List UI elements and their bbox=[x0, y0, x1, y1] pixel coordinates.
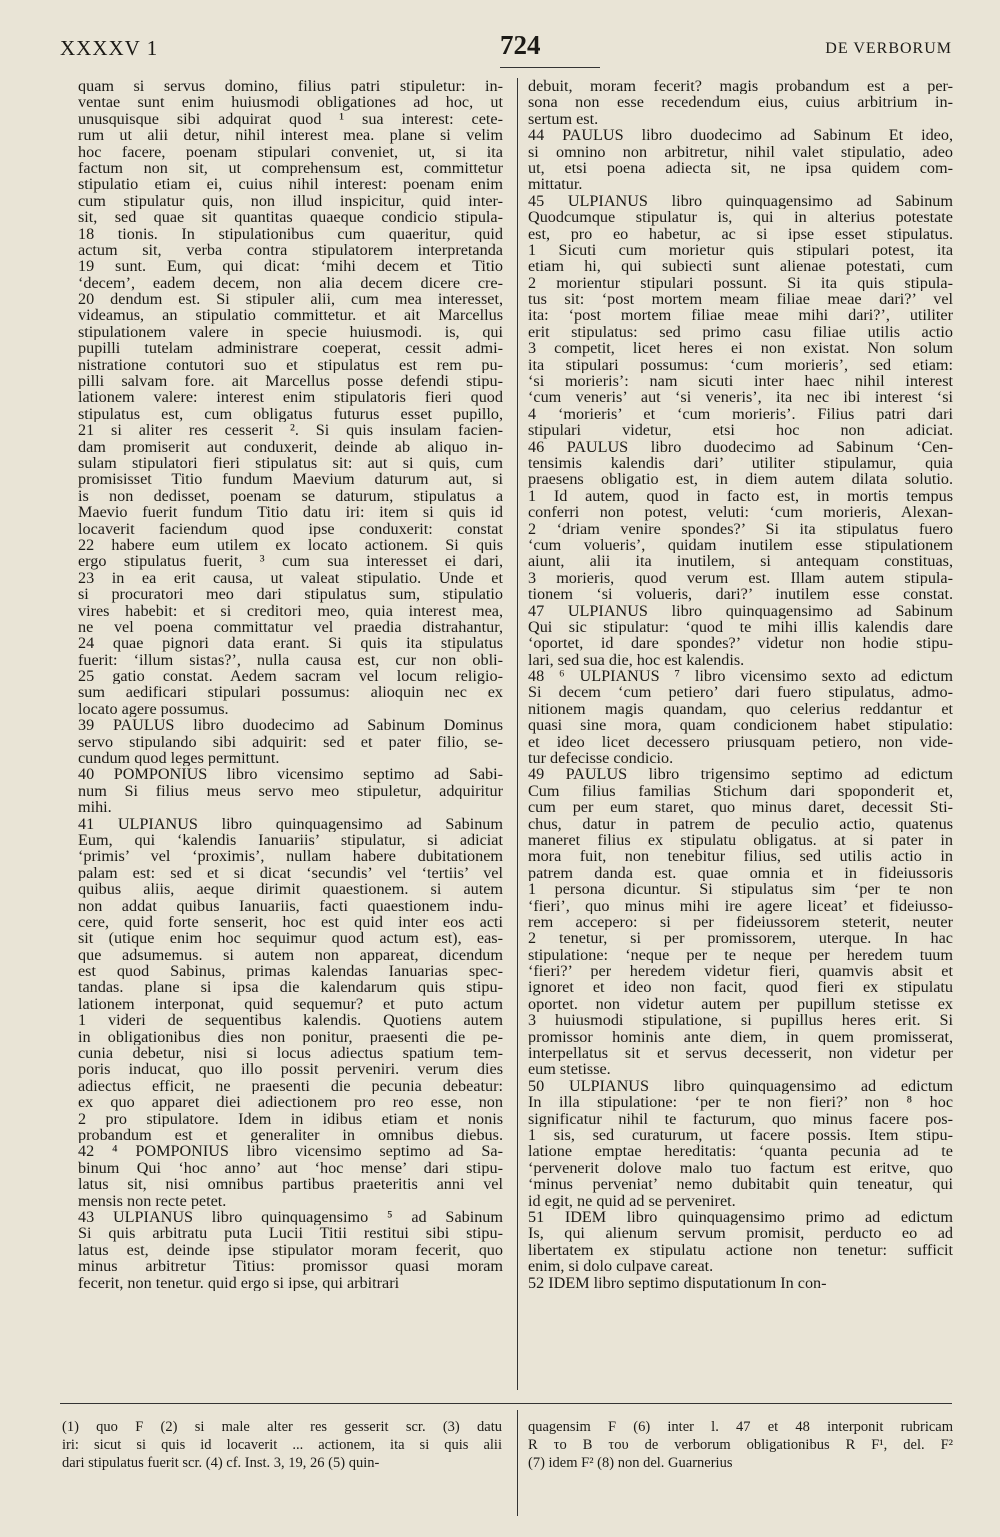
text-line: (7) idem F² (8) non del. Guarnerius bbox=[528, 1455, 733, 1471]
text-line: ‘pervenerit dolove malo tuo factum est eritve, quo bbox=[528, 1159, 953, 1177]
text-line: ne vel poena committatur vel praedia distrahantur, bbox=[78, 618, 503, 636]
text-line: iri: sicut si quis id locaverit ... actionem, ita si quis alii bbox=[62, 1437, 502, 1453]
text-line: dari stipulatus fuerit scr. (4) cf. Inst. 3, 19, 26 (5) quin- bbox=[62, 1455, 380, 1471]
text-line: praesens obligatio est, in diem autem dilata solutio. bbox=[528, 471, 953, 488]
footnote-rule bbox=[60, 1403, 952, 1404]
page-number-rule bbox=[500, 67, 600, 68]
text-line: fuerit: ‘illum sistas?’, nulla causa est, cur non obli- bbox=[78, 651, 503, 669]
text-line: debuit, moram fecerit? magis probandum est a per- bbox=[528, 78, 953, 95]
text-line: 24 quae pignori data erant. Si quis ita stipulatus bbox=[78, 635, 503, 652]
text-line: et ideo licet decessero priusquam petiero, non vide- bbox=[528, 733, 953, 751]
text-line: servo stipulando sibi adquirit: sed et pater filio, se- bbox=[78, 733, 503, 751]
text-line: 45 ULPIANUS libro quinquagensimo ad Sabinum bbox=[528, 192, 953, 210]
text-line: 1 sis, sed curaturum, ut facere possis. Item stipu- bbox=[528, 1127, 953, 1144]
text-line: In illa stipulatione: ‘per te non fieri?’ non ⁸ hoc bbox=[528, 1094, 953, 1111]
text-line: rum ut alii detur, nihil interest mea. plane si velim bbox=[78, 127, 503, 144]
text-line: 19 sunt. Eum, qui dicat: ‘mihi decem et Titio bbox=[78, 258, 503, 275]
text-line: dam promiserit aut conduxerit, deinde ab aliquo in- bbox=[78, 438, 503, 455]
text-line: sona non esse recedendum eius, cuius arbitrium in- bbox=[528, 94, 953, 111]
text-line: 41 ULPIANUS libro quinquagensimo ad Sabinum bbox=[78, 815, 503, 832]
text-line: ‘decem’, eadem decem, non alia decem dicere cre- bbox=[78, 274, 503, 292]
text-line: est quod Sabinus, primas kalendas Ianuarias spec- bbox=[78, 963, 503, 980]
text-line: enim, si dolo culpave careat. bbox=[528, 1258, 714, 1275]
text-line: latus est, deinde ipse stipulator moram fecerit, quo bbox=[78, 1241, 503, 1259]
page-number: 724 bbox=[500, 30, 541, 60]
text-line: 3 competit, licet heres ei non existat. Non solum bbox=[528, 340, 953, 357]
text-line: unusquisque sibi adquirat quod ¹ sua interest: cete- bbox=[78, 110, 503, 128]
text-line: latus sit, nisi omnibus partibus praeteritis anni vel bbox=[78, 1176, 503, 1193]
text-line: ‘minus perveniat’ nemo dubitabit quin teneatur, qui bbox=[528, 1176, 953, 1193]
text-line: mihi. bbox=[78, 799, 112, 816]
text-line: 18 tionis. In stipulationibus cum quaeritur, quid bbox=[78, 225, 503, 242]
text-line: 3 morieris, quod verum est. Illam autem stipula- bbox=[528, 569, 953, 587]
text-line: nistratione contutori suo et stipulatus est rem pu- bbox=[78, 356, 503, 374]
text-line: 42 ⁴ POMPONIUS libro vicensimo septimo ad Sa- bbox=[78, 1143, 503, 1160]
text-line: est, pro eo habetur, ac si ipse esset stipulatus. bbox=[528, 225, 953, 242]
text-line: R το B του de verborum obligationibus R F¹, del. F² bbox=[528, 1437, 953, 1453]
book-reference: XXXXV 1 bbox=[60, 36, 159, 60]
text-line: que adsumemus. si autem non appareat, dicendum bbox=[78, 946, 503, 964]
text-line: lationem interponat, quid sequemur? et puto actum bbox=[78, 995, 503, 1013]
text-line: 22 habere eum utilem ex locato actionem. Si quis bbox=[78, 536, 503, 554]
text-line: id egit, ne quid ad se perveniret. bbox=[528, 1192, 736, 1209]
text-line: 2 pro stipulatore. Idem in idibus etiam et nonis bbox=[78, 1110, 503, 1127]
text-line: 40 POMPONIUS libro vicensimo septimo ad Sabi- bbox=[78, 766, 503, 783]
text-line: erit stipulatus: sed primo casu filiae utilis actio bbox=[528, 323, 953, 341]
text-line: quibus aliis, aeque dirimit quaestionem. si autem bbox=[78, 881, 503, 898]
text-line: locaverit faciendum quod ipse conduxerit: constat bbox=[78, 520, 503, 537]
text-line: actum sit, verba contra stipulatorem interpretanda bbox=[78, 241, 503, 259]
text-line: cum stipulatur quis, non illud inspicitur, quid inter- bbox=[78, 192, 503, 210]
text-line: 39 PAULUS libro duodecimo ad Sabinum Dominus bbox=[78, 717, 503, 734]
text-line: 43 ULPIANUS libro quinquagensimo ⁵ ad Sabinum bbox=[78, 1208, 503, 1226]
text-line: vires habebit: et si creditori meo, quia interest mea, bbox=[78, 602, 503, 619]
text-line: poris inducat, quo illo possit perveniri. verum dies bbox=[78, 1061, 503, 1078]
text-line: significatur nihil te facturum, quo minus facere pos- bbox=[528, 1110, 953, 1127]
text-line: Eum, qui ‘kalendis Ianuariis’ stipulatur, si adiciat bbox=[78, 831, 503, 849]
text-line: 3 huiusmodi stipulatione, si pupillus heres erit. Si bbox=[528, 1012, 953, 1029]
text-line: ‘primis’ vel ‘proximis’, nullam habere dubitationem bbox=[78, 848, 503, 865]
text-line: mittatur. bbox=[528, 176, 583, 193]
text-line: sit (utique enim hoc sequimur quod actum est), eas- bbox=[78, 930, 503, 947]
text-line: sertum est. bbox=[528, 110, 599, 128]
text-line: promissor hominis ante diem, in quem promisserat, bbox=[528, 1028, 953, 1046]
text-line: 50 ULPIANUS libro quinquagensimo ad edictum bbox=[528, 1077, 953, 1095]
text-line: sit, sed quae sit quantitas quaeque condicio stipula- bbox=[78, 209, 503, 226]
text-line: pupilli tutelam administrare coeperat, cessit admi- bbox=[78, 340, 503, 357]
text-line: factum non sit, ut comprehensum est, committetur bbox=[78, 159, 503, 177]
text-line: adiectus efficit, ne praesenti die pecunia debeatur: bbox=[78, 1077, 503, 1095]
text-line: cunia debetur, nisi si locus adiectus spatium tem- bbox=[78, 1045, 503, 1062]
text-line: lari, sed sua die, hoc est kalendis. bbox=[528, 651, 745, 669]
text-line: 52 IDEM libro septimo disputationum In con- bbox=[528, 1274, 827, 1291]
text-line: ‘cum volueris’, quidam inutilem esse stipulationem bbox=[528, 536, 953, 554]
text-line: mensis non recte petet. bbox=[78, 1192, 227, 1209]
text-line: si procuratori meo dari stipulatus sum, stipulatio bbox=[78, 586, 503, 603]
text-line: cere, quid forte senserit, hoc est quid inter eos acti bbox=[78, 913, 503, 931]
text-line: ergo stipulatus fuerit, ³ cum sua interesset ei dari, bbox=[78, 553, 503, 570]
text-line: oportet. non videtur autem per pupillum stetisse ex bbox=[528, 995, 953, 1013]
text-line: pilli salvam fore. ait Marcellus posse defendi stipu- bbox=[78, 373, 503, 390]
text-line: ‘oportet, id dare spondes?’ videtur non hodie stipu- bbox=[528, 635, 953, 652]
page-header bbox=[60, 30, 952, 70]
text-line: stipulatione: ‘neque per te neque per heredem tuum bbox=[528, 946, 953, 964]
text-line: quasi sine mora, quam condicionem habet stipulatio: bbox=[528, 717, 953, 734]
text-line: 2 tenetur, si per promissorem, uterque. In hac bbox=[528, 930, 953, 947]
text-line: ita stipulari possumus: ‘cum morieris’, sed etiam: bbox=[528, 356, 953, 374]
text-line: nitionem magis quandam, quo celerius reddantur et bbox=[528, 700, 953, 718]
text-line: hoc facere, poenam stipulari conveniet, ut, si ita bbox=[78, 143, 503, 160]
text-line: si omnino non arbitretur, nihil valet stipulatio, adeo bbox=[528, 143, 953, 160]
text-line: 49 PAULUS libro trigensimo septimo ad edictum bbox=[528, 766, 953, 783]
footnote-divider bbox=[517, 1410, 518, 1516]
text-line: stipulari videtur, etsi hoc non adiciat. bbox=[528, 422, 953, 439]
text-line: locato agere possumus. bbox=[78, 700, 229, 718]
text-line: in obligationibus dies non ponitur, praesenti die pe- bbox=[78, 1028, 503, 1046]
text-line: ‘si morieris’: nam sicuti inter haec nihil interest bbox=[528, 373, 953, 390]
text-line: minus arbitretur Titius: promissor quasi moram bbox=[78, 1258, 503, 1275]
text-line: conferri non potest, veluti: ‘cum morieris, Alexan- bbox=[528, 504, 953, 521]
text-line: ignoret et ideo non facit, quod fieri ex stipulatu bbox=[528, 979, 953, 996]
text-line: sum aedificari stipulari possumus: alioquin nec ex bbox=[78, 684, 503, 701]
text-line: promisisset Titio fundum Maevium daturum aut, si bbox=[78, 471, 503, 488]
text-line: videamus, an stipulatio committetur. et ait Marcellus bbox=[78, 307, 503, 324]
text-line: rem accepero: si per fideiussorem steterit, neuter bbox=[528, 913, 953, 931]
text-line: ‘fieri?’ per heredem videtur fieri, quamvis absit et bbox=[528, 963, 953, 980]
text-line: mora fuit, non tenebitur filius, sed utilis actio in bbox=[528, 848, 953, 865]
text-line: 2 ‘driam venire spondes?’ Si ita stipulatus fuero bbox=[528, 520, 953, 537]
left-text-column bbox=[78, 78, 503, 1291]
text-line: Si quis arbitratu puta Lucii Titii restitui sibi stipu- bbox=[78, 1225, 503, 1242]
text-line: binum Qui ‘hoc anno’ aut ‘hoc mense’ dari stipu- bbox=[78, 1159, 503, 1177]
text-line: is non dedisset, poenam se daturum, stipulatus a bbox=[78, 487, 503, 505]
text-line: lationem valere: interest enim stipulatoris fieri quod bbox=[78, 389, 503, 406]
text-line: Maevio fuerit fundum Titio datu iri: item si quis id bbox=[78, 504, 503, 521]
text-line: 21 si aliter res cesserit ². Si quis insulam facien- bbox=[78, 422, 503, 439]
text-line: tensimis kalendis dari’ utiliter stipulamur, quia bbox=[528, 454, 953, 472]
text-line: Is, qui alienum servum promisit, perducto eo ad bbox=[528, 1225, 953, 1242]
text-line: fecerit, non tenetur. quid ergo si ipse, qui arbitrari bbox=[78, 1274, 400, 1291]
text-line: cundum quod leges permittunt. bbox=[78, 750, 280, 767]
text-line: 48 ⁶ ULPIANUS ⁷ libro vicensimo sexto ad edictum bbox=[528, 668, 953, 685]
text-line: tur defecisse condicio. bbox=[528, 750, 674, 767]
text-line: tus sit: ‘post mortem meam filiae meae dari?’ vel bbox=[528, 291, 953, 308]
text-line: non addat quibus Ianuariis, facti quaestionem indu- bbox=[78, 897, 503, 914]
text-line: maneret filius ex stipulatu obligatus. at si pater in bbox=[528, 831, 953, 849]
text-line: Cum filius familias Stichum dari spoponderit et, bbox=[528, 782, 953, 800]
text-line: ‘cum veneris’ aut ‘si veneris’, ita nec ibi interest ‘si bbox=[528, 389, 953, 406]
text-line: 47 ULPIANUS libro quinquagensimo ad Sabinum bbox=[528, 602, 953, 619]
text-line: 2 morientur stipulari possunt. Si ita quis stipula- bbox=[528, 274, 953, 292]
footnotes-left bbox=[62, 1418, 502, 1472]
text-line: stipulatus est, cum obligatus futurus esset pupillo, bbox=[78, 405, 503, 423]
running-title: DE VERBORUM bbox=[825, 40, 952, 57]
text-line: eum stetisse. bbox=[528, 1061, 611, 1078]
text-line: stipulatio etiam ei, cuius nihil interest: poenam enim bbox=[78, 176, 503, 193]
text-line: 25 gatio constat. Aedem sacram vel locum religio- bbox=[78, 668, 503, 685]
text-line: 4 ‘morieris’ et ‘cum morieris’. Filius patri dari bbox=[528, 405, 953, 423]
text-line: 44 PAULUS libro duodecimo ad Sabinum Et ideo, bbox=[528, 127, 953, 144]
text-line: ex quo apparet diei adiectionem pro reo esse, non bbox=[78, 1094, 503, 1111]
text-line: 1 videri de sequentibus kalendis. Quotiens autem bbox=[78, 1012, 503, 1029]
text-line: 46 PAULUS libro duodecimo ad Sabinum ‘Cen- bbox=[528, 438, 953, 455]
text-line: ut, etsi poena adiecta sit, ne ipsa quidem com- bbox=[528, 159, 953, 177]
text-line: (1) quo F (2) si male alter res gesserit scr. (3) datu bbox=[62, 1419, 502, 1435]
right-text-column bbox=[528, 78, 953, 1291]
text-line: 1 Sicuti cum morietur quis stipulari potest, ita bbox=[528, 241, 953, 259]
text-line: quagensim F (6) inter l. 47 et 48 interponit rubricam bbox=[528, 1419, 953, 1435]
text-line: interpellatus sit et servus decesserit, non videtur per bbox=[528, 1045, 953, 1062]
column-divider bbox=[517, 78, 518, 1390]
text-line: latione emptae hereditatis: ‘quanta pecunia ad te bbox=[528, 1143, 953, 1160]
text-line: 23 in ea erit causa, ut valeat stipulatio. Unde et bbox=[78, 569, 503, 587]
text-line: cum per eum staret, quo minus daret, decessit Sti- bbox=[528, 799, 953, 816]
text-line: ita: ‘post mortem filiae meae mihi dari?’, utiliter bbox=[528, 307, 953, 324]
text-line: 20 dendum est. Si stipuler alii, cum mea interesset, bbox=[78, 291, 503, 308]
text-line: ventae sunt enim huiusmodi obligationes ad hoc, ut bbox=[78, 94, 503, 111]
text-line: Quodcumque stipulatur is, qui in alterius potestate bbox=[528, 209, 953, 226]
text-line: Qui sic stipulatur: ‘quod te mihi illis kalendis dare bbox=[528, 618, 953, 636]
text-line: 1 Id autem, quod in facto est, in mortis tempus bbox=[528, 487, 953, 505]
text-line: Si decem ‘cum petiero’ dari fuero stipulatus, admo- bbox=[528, 684, 953, 701]
text-line: palam est: sed et si dicat ‘secundis’ vel ‘tertiis’ vel bbox=[78, 864, 503, 882]
text-line: libertatem ex stipulatu actione non tenetur: sufficit bbox=[528, 1241, 953, 1259]
text-line: stipulationem valere in specie huiusmodi. is, qui bbox=[78, 323, 503, 341]
footnotes-right bbox=[528, 1418, 953, 1472]
text-line: num Si filius meus servo meo stipuletur, adquiritur bbox=[78, 782, 503, 800]
text-line: 51 IDEM libro quinquagensimo primo ad edictum bbox=[528, 1208, 953, 1226]
text-line: tionem ‘si volueris, dari?’ inutilem esse constat. bbox=[528, 586, 953, 603]
text-line: 1 persona dicuntur. Si stipulatus sim ‘per te non bbox=[528, 881, 953, 898]
text-line: patrem danda est. quae omnia et in fideiussoris bbox=[528, 864, 953, 882]
text-line: probandum est et generaliter in omnibus diebus. bbox=[78, 1127, 503, 1144]
text-line: aiunt, alii ita inutilem, si antequam constituas, bbox=[528, 553, 953, 570]
text-line: sulam stipulatori fieri stipulatus sit: aut si quis, cum bbox=[78, 454, 503, 472]
text-line: tandas. plane si ipsa die kalendarum quis stipu- bbox=[78, 979, 503, 996]
text-line: ‘fieri’, quo minus mihi ire agere liceat’ et fideiusso- bbox=[528, 897, 953, 914]
text-line: etiam hi, qui subiecti sunt alienae potestati, cum bbox=[528, 258, 953, 275]
text-line: quam si servus domino, filius patri stipuletur: in- bbox=[78, 78, 503, 95]
text-line: chus, datur in patrem de peculio actio, quatenus bbox=[528, 815, 953, 832]
